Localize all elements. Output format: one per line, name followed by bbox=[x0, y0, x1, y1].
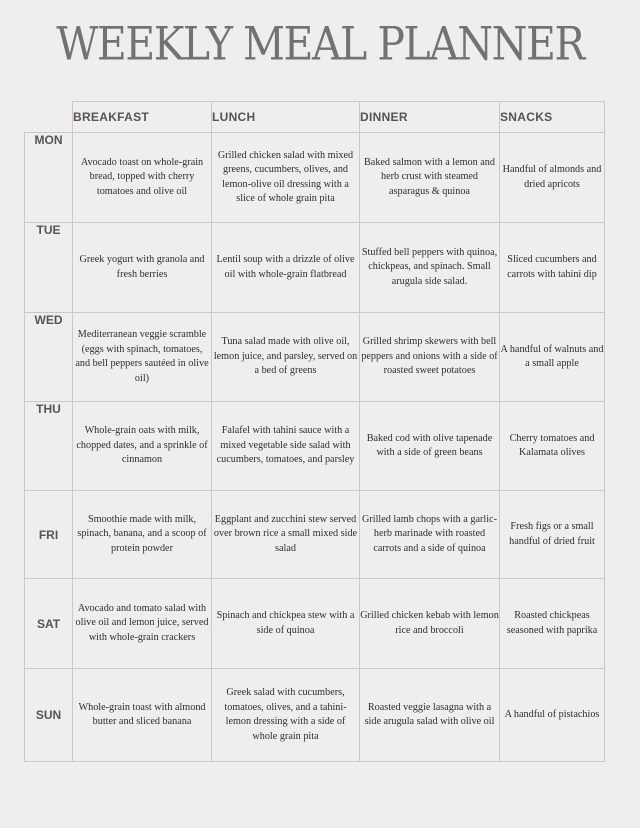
dinner-cell: Grilled lamb chops with a garlic-herb marinade with roasted carrots and a side of quinoa bbox=[360, 491, 500, 579]
snacks-cell: A handful of pistachios bbox=[500, 669, 605, 762]
snacks-cell: Fresh figs or a small handful of dried fruit bbox=[500, 491, 605, 579]
column-header-lunch: LUNCH bbox=[212, 102, 360, 133]
meal-planner-table bbox=[24, 101, 605, 762]
day-row-fri bbox=[25, 491, 605, 579]
breakfast-cell: Mediterranean veggie scramble (eggs with spinach, tomatoes, and bell peppers sautéed in olive oil) bbox=[73, 313, 212, 402]
day-label: WED bbox=[25, 313, 73, 402]
dinner-cell: Grilled chicken kebab with lemon rice and broccoli bbox=[360, 579, 500, 669]
breakfast-cell: Whole-grain toast with almond butter and sliced banana bbox=[73, 669, 212, 762]
snacks-cell: Handful of almonds and dried apricots bbox=[500, 133, 605, 223]
day-label: MON bbox=[25, 133, 73, 223]
day-label: SUN bbox=[25, 669, 73, 762]
day-row-tue bbox=[25, 223, 605, 313]
dinner-cell: Baked salmon with a lemon and herb crust with steamed asparagus & quinoa bbox=[360, 133, 500, 223]
dinner-cell: Grilled shrimp skewers with bell peppers and onions with a side of roasted sweet potatoes bbox=[360, 313, 500, 402]
day-row-wed bbox=[25, 313, 605, 402]
lunch-cell: Tuna salad made with olive oil, lemon juice, and parsley, served on a bed of greens bbox=[212, 313, 360, 402]
page-title: WEEKLY MEAL PLANNER bbox=[56, 17, 584, 71]
breakfast-cell: Avocado and tomato salad with olive oil and lemon juice, served with whole-grain crackers bbox=[73, 579, 212, 669]
corner-cell bbox=[25, 102, 73, 133]
dinner-cell: Roasted veggie lasagna with a side arugula salad with olive oil bbox=[360, 669, 500, 762]
snacks-cell: Cherry tomatoes and Kalamata olives bbox=[500, 402, 605, 491]
breakfast-cell: Whole-grain oats with milk, chopped dates, and a sprinkle of cinnamon bbox=[73, 402, 212, 491]
snacks-cell: A handful of walnuts and a small apple bbox=[500, 313, 605, 402]
breakfast-cell: Smoothie made with milk, spinach, banana, and a scoop of protein powder bbox=[73, 491, 212, 579]
breakfast-cell: Greek yogurt with granola and fresh berries bbox=[73, 223, 212, 313]
breakfast-cell: Avocado toast on whole-grain bread, topped with cherry tomatoes and olive oil bbox=[73, 133, 212, 223]
snacks-cell: Sliced cucumbers and carrots with tahini dip bbox=[500, 223, 605, 313]
day-row-mon bbox=[25, 133, 605, 223]
day-label: TUE bbox=[25, 223, 73, 313]
snacks-cell: Roasted chickpeas seasoned with paprika bbox=[500, 579, 605, 669]
day-row-sat bbox=[25, 579, 605, 669]
column-header-breakfast: BREAKFAST bbox=[73, 102, 212, 133]
day-label: THU bbox=[25, 402, 73, 491]
day-label: SAT bbox=[25, 579, 73, 669]
lunch-cell: Falafel with tahini sauce with a mixed vegetable side salad with cucumbers, tomatoes, and parsley bbox=[212, 402, 360, 491]
day-row-thu bbox=[25, 402, 605, 491]
header-row bbox=[25, 102, 605, 133]
day-row-sun bbox=[25, 669, 605, 762]
lunch-cell: Grilled chicken salad with mixed greens, cucumbers, olives, and lemon-olive oil dressing with a slice of whole grain pita bbox=[212, 133, 360, 223]
column-header-snacks: SNACKS bbox=[500, 102, 605, 133]
dinner-cell: Stuffed bell peppers with quinoa, chickpeas, and spinach. Small arugula side salad. bbox=[360, 223, 500, 313]
lunch-cell: Greek salad with cucumbers, tomatoes, olives, and a tahini-lemon dressing with a side of whole grain pita bbox=[212, 669, 360, 762]
column-header-dinner: DINNER bbox=[360, 102, 500, 133]
dinner-cell: Baked cod with olive tapenade with a side of green beans bbox=[360, 402, 500, 491]
lunch-cell: Lentil soup with a drizzle of olive oil with whole-grain flatbread bbox=[212, 223, 360, 313]
lunch-cell: Eggplant and zucchini stew served over brown rice a small mixed side salad bbox=[212, 491, 360, 579]
lunch-cell: Spinach and chickpea stew with a side of quinoa bbox=[212, 579, 360, 669]
day-label: FRI bbox=[25, 491, 73, 579]
